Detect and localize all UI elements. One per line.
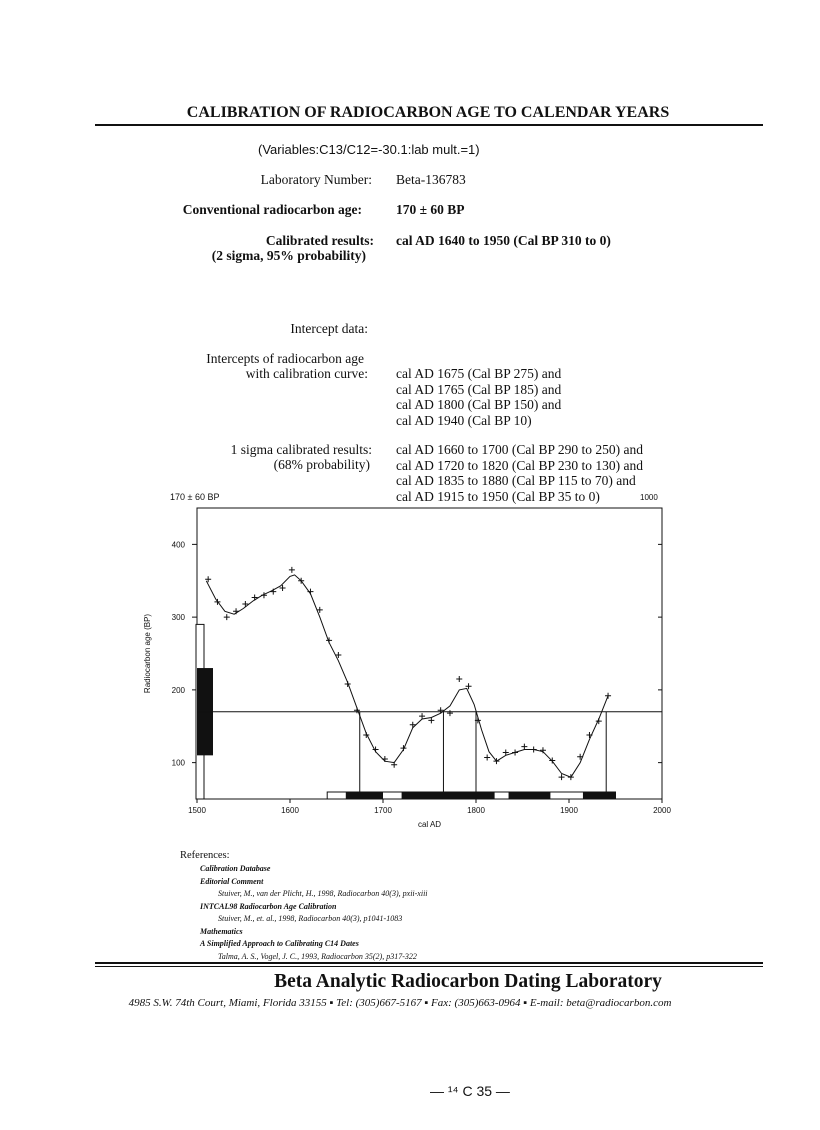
reference-head: Mathematics bbox=[200, 926, 243, 936]
calibration-point bbox=[242, 601, 248, 607]
references-heading: References: bbox=[180, 850, 230, 861]
sigma1-line: cal AD 1720 to 1820 (Cal BP 230 to 130) and bbox=[396, 457, 643, 473]
calibrated-results-label: Calibrated results: bbox=[265, 233, 374, 248]
calendar-1sigma-bar bbox=[346, 792, 383, 799]
calendar-1sigma-bar bbox=[402, 792, 495, 799]
calibration-point bbox=[447, 710, 453, 716]
calibration-point bbox=[577, 754, 583, 760]
y-axis-label: Radiocarbon age (BP) bbox=[143, 613, 152, 694]
page-number: — ¹⁴ C 35 — bbox=[430, 1083, 510, 1099]
calibration-point bbox=[270, 589, 276, 595]
intercept-data-label: Intercept data: bbox=[290, 321, 368, 336]
calibration-point bbox=[559, 774, 565, 780]
intercept-line: cal AD 1675 (Cal BP 275) and bbox=[396, 366, 562, 381]
conventional-age-value: 170 ± 60 BP bbox=[396, 202, 465, 217]
calibration-curve bbox=[206, 575, 608, 777]
calibration-point bbox=[252, 594, 258, 600]
y-tick-label: 400 bbox=[171, 540, 185, 550]
calibration-chart bbox=[0, 500, 820, 860]
calibration-point bbox=[484, 755, 490, 761]
references bbox=[180, 849, 428, 963]
calibration-point bbox=[512, 749, 518, 755]
x-tick-label: 1900 bbox=[560, 806, 578, 815]
calibration-point bbox=[233, 608, 239, 614]
sigma1-line: cal AD 1835 to 1880 (Cal BP 115 to 70) and bbox=[396, 473, 636, 488]
intercept-line: cal AD 1765 (Cal BP 185) and bbox=[396, 381, 562, 397]
x-tick-label: 1700 bbox=[374, 806, 392, 815]
plot-frame bbox=[197, 508, 662, 799]
variables-line: (Variables:C13/C12=-30.1:lab mult.=1) bbox=[258, 142, 480, 157]
calibration-point bbox=[438, 707, 444, 713]
title-rule bbox=[95, 124, 763, 126]
reference-head: INTCAL98 Radiocarbon Age Calibration bbox=[200, 901, 337, 911]
sigma1-line: cal AD 1915 to 1950 (Cal BP 35 to 0) bbox=[396, 488, 600, 504]
lab-number-value: Beta-136783 bbox=[396, 172, 466, 187]
calibration-point bbox=[568, 774, 574, 780]
footer-rule-thin bbox=[95, 966, 763, 967]
reference-citation: Stuiver, M., van der Plicht, H., 1998, Radiocarbon 40(3), pxii-xiii bbox=[218, 889, 428, 898]
calendar-1sigma-bar bbox=[509, 792, 551, 799]
intercepts-label-line2: with calibration curve: bbox=[245, 366, 368, 381]
intercepts-list bbox=[396, 366, 561, 428]
footer-rule bbox=[95, 962, 763, 964]
calibration-point bbox=[605, 693, 611, 699]
sigma1-line: cal AD 1660 to 1700 (Cal BP 290 to 250) and bbox=[396, 442, 643, 457]
chart-title: 170 ± 60 BP bbox=[170, 492, 220, 502]
sigma1-tail: 1000 bbox=[640, 493, 658, 502]
calibration-point bbox=[289, 567, 295, 573]
calibration-point bbox=[224, 614, 230, 620]
calibration-point bbox=[345, 681, 351, 687]
calibration-point bbox=[456, 676, 462, 682]
calibration-point bbox=[400, 745, 406, 751]
lab-number-label: Laboratory Number: bbox=[260, 172, 372, 187]
calibration-point bbox=[326, 637, 332, 643]
reference-citation: Talma, A. S., Vogel, J. C., 1993, Radiocarbon 35(2), p317-322 bbox=[218, 951, 417, 961]
calibration-point bbox=[410, 722, 416, 728]
calibration-point bbox=[521, 744, 527, 750]
calibration-point bbox=[586, 732, 592, 738]
intercepts-label-line1: Intercepts of radiocarbon age bbox=[206, 351, 364, 366]
lab-address: 4985 S.W. 74th Court, Miami, Florida 33155 ▪ Tel: (305)667-5167 ▪ Fax: (305)663-0964 ▪ E-mail: beta@radiocarbon.com bbox=[128, 997, 672, 1009]
intercept-line: cal AD 1940 (Cal BP 10) bbox=[396, 412, 532, 428]
sigma1-label-line2: (68% probability) bbox=[273, 457, 370, 472]
intercept-line: cal AD 1800 (Cal BP 150) and bbox=[396, 397, 562, 412]
calibration-point bbox=[531, 747, 537, 753]
lab-name: Beta Analytic Radiocarbon Dating Laboratory bbox=[274, 971, 662, 992]
y-tick-label: 300 bbox=[171, 613, 185, 623]
x-tick-label: 2000 bbox=[653, 806, 671, 815]
reference-citation: Stuiver, M., et. al., 1998, Radiocarbon 40(3), p1041-1083 bbox=[218, 914, 403, 923]
calibrated-results-value: cal AD 1640 to 1950 (Cal BP 310 to 0) bbox=[396, 233, 611, 248]
reference-head: Calibration Database bbox=[200, 864, 271, 873]
y-tick-label: 100 bbox=[171, 758, 185, 768]
sigma1-list bbox=[396, 442, 643, 504]
calendar-1sigma-bar bbox=[583, 792, 616, 799]
x-tick-label: 1600 bbox=[281, 806, 299, 815]
reference-head: Editorial Comment bbox=[200, 876, 264, 886]
calibration-point bbox=[540, 747, 546, 753]
calibrated-results-sublabel: (2 sigma, 95% probability) bbox=[211, 248, 366, 263]
x-axis-label: cal AD bbox=[417, 820, 442, 829]
page-title: CALIBRATION OF RADIOCARBON AGE TO CALENDAR YEARS bbox=[186, 104, 670, 121]
x-tick-label: 1500 bbox=[188, 806, 206, 815]
x-tick-label: 1800 bbox=[467, 806, 485, 815]
sigma1-label-line1: 1 sigma calibrated results: bbox=[230, 442, 372, 457]
calibration-point bbox=[307, 589, 313, 595]
y-tick-label: 200 bbox=[171, 685, 185, 695]
reference-head: A Simplified Approach to Calibrating C14 Dates bbox=[200, 939, 359, 948]
conventional-age-label: Conventional radiocarbon age: bbox=[182, 202, 362, 217]
